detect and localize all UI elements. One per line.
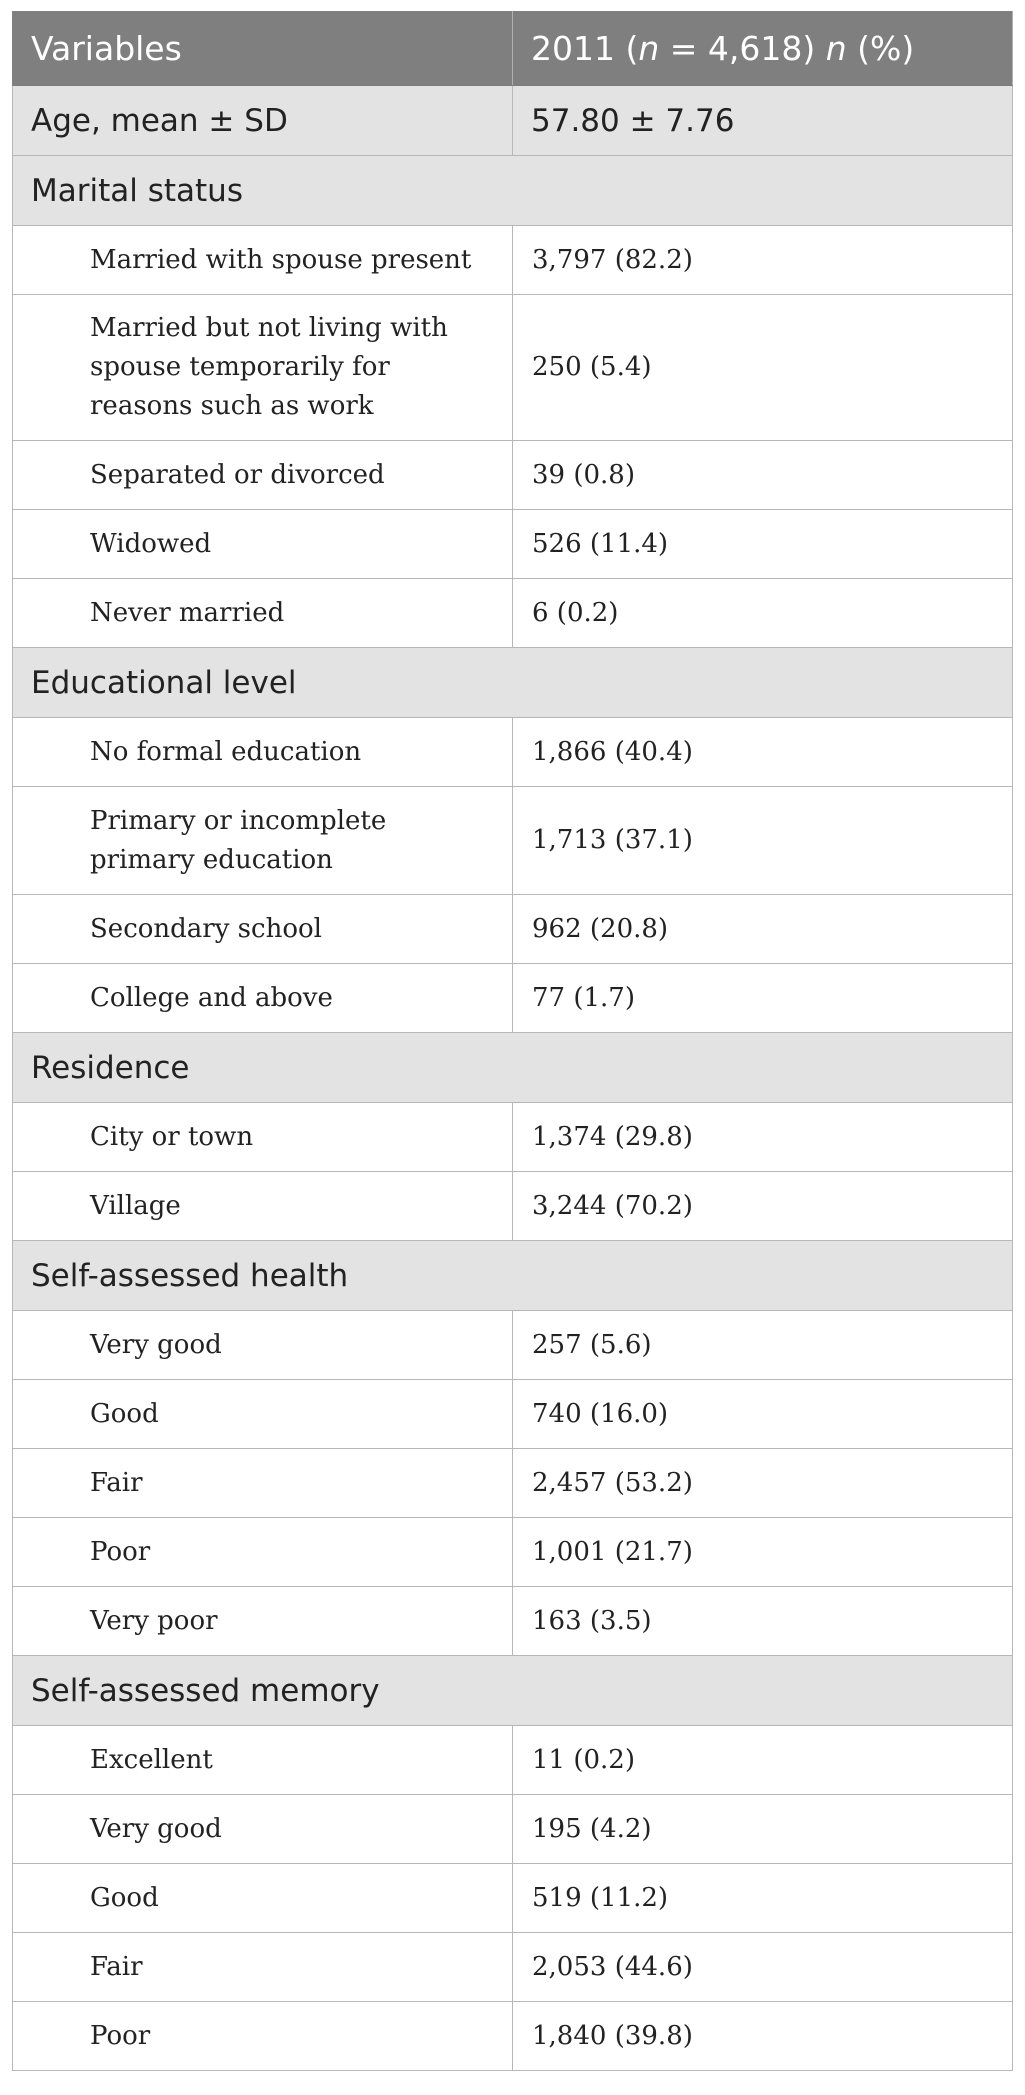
row-label: Very poor	[13, 1587, 513, 1656]
table-row	[13, 579, 1013, 648]
row-value: 519 (11.2)	[513, 1864, 1013, 1933]
table-row	[13, 1172, 1013, 1241]
header-suffix: (%)	[846, 29, 915, 68]
characteristics-table	[12, 11, 1013, 2071]
row-label: No formal education	[13, 718, 513, 787]
table-row	[13, 718, 1013, 787]
table-row	[13, 1864, 1013, 1933]
section-self-assessed-health	[13, 1241, 1013, 1311]
row-label: Married with spouse present	[13, 226, 513, 295]
row-value: 6 (0.2)	[513, 579, 1013, 648]
header-n-italic: n	[638, 29, 660, 68]
row-value: 2,457 (53.2)	[513, 1449, 1013, 1518]
table-row	[13, 1795, 1013, 1864]
table-row	[13, 1449, 1013, 1518]
row-value: 3,244 (70.2)	[513, 1172, 1013, 1241]
row-value: 1,374 (29.8)	[513, 1103, 1013, 1172]
age-row	[13, 86, 1013, 156]
table-row	[13, 1726, 1013, 1795]
row-label: Excellent	[13, 1726, 513, 1795]
row-label: City or town	[13, 1103, 513, 1172]
row-value: 2,053 (44.6)	[513, 1933, 1013, 2002]
characteristics-table-container	[12, 11, 1012, 2071]
row-label: Widowed	[13, 510, 513, 579]
header-prefix: 2011 (	[531, 29, 639, 68]
table-row	[13, 1311, 1013, 1380]
header-variables: Variables	[13, 12, 513, 86]
row-value: 195 (4.2)	[513, 1795, 1013, 1864]
table-row	[13, 510, 1013, 579]
row-label: Fair	[13, 1449, 513, 1518]
row-label: Primary or incomplete primary education	[13, 787, 513, 895]
section-title: Marital status	[13, 156, 1013, 226]
table-row	[13, 787, 1013, 895]
row-label: Very good	[13, 1311, 513, 1380]
age-label: Age, mean ± SD	[13, 86, 513, 156]
table-header-row	[13, 12, 1013, 86]
row-label: Poor	[13, 1518, 513, 1587]
table-row	[13, 1587, 1013, 1656]
table-row	[13, 295, 1013, 441]
table-row	[13, 1380, 1013, 1449]
section-educational-level	[13, 648, 1013, 718]
row-value: 11 (0.2)	[513, 1726, 1013, 1795]
table-row	[13, 1933, 1013, 2002]
section-self-assessed-memory	[13, 1656, 1013, 1726]
row-value: 1,001 (21.7)	[513, 1518, 1013, 1587]
table-row	[13, 441, 1013, 510]
row-label: Married but not living with spouse temporarily for reasons such as work	[13, 295, 513, 441]
header-n2-italic: n	[825, 29, 847, 68]
section-title: Residence	[13, 1033, 1013, 1103]
table-row	[13, 964, 1013, 1033]
header-mid: = 4,618)	[659, 29, 826, 68]
row-value: 163 (3.5)	[513, 1587, 1013, 1656]
table-row	[13, 1518, 1013, 1587]
row-value: 1,713 (37.1)	[513, 787, 1013, 895]
section-title: Self-assessed memory	[13, 1656, 1013, 1726]
row-label: Village	[13, 1172, 513, 1241]
section-title: Self-assessed health	[13, 1241, 1013, 1311]
row-value: 257 (5.6)	[513, 1311, 1013, 1380]
row-label: Poor	[13, 2002, 513, 2071]
row-value: 77 (1.7)	[513, 964, 1013, 1033]
row-label: College and above	[13, 964, 513, 1033]
age-value: 57.80 ± 7.76	[513, 86, 1013, 156]
row-value: 1,866 (40.4)	[513, 718, 1013, 787]
row-label: Very good	[13, 1795, 513, 1864]
section-marital-status	[13, 156, 1013, 226]
row-value: 250 (5.4)	[513, 295, 1013, 441]
row-value: 39 (0.8)	[513, 441, 1013, 510]
row-value: 3,797 (82.2)	[513, 226, 1013, 295]
table-row	[13, 2002, 1013, 2071]
section-residence	[13, 1033, 1013, 1103]
row-value: 526 (11.4)	[513, 510, 1013, 579]
row-label: Never married	[13, 579, 513, 648]
table-row	[13, 895, 1013, 964]
table-row	[13, 1103, 1013, 1172]
header-2011-sample	[513, 12, 1013, 86]
row-label: Secondary school	[13, 895, 513, 964]
row-label: Fair	[13, 1933, 513, 2002]
row-label: Good	[13, 1380, 513, 1449]
table-row	[13, 226, 1013, 295]
row-value: 1,840 (39.8)	[513, 2002, 1013, 2071]
row-value: 962 (20.8)	[513, 895, 1013, 964]
row-value: 740 (16.0)	[513, 1380, 1013, 1449]
section-title: Educational level	[13, 648, 1013, 718]
row-label: Good	[13, 1864, 513, 1933]
row-label: Separated or divorced	[13, 441, 513, 510]
